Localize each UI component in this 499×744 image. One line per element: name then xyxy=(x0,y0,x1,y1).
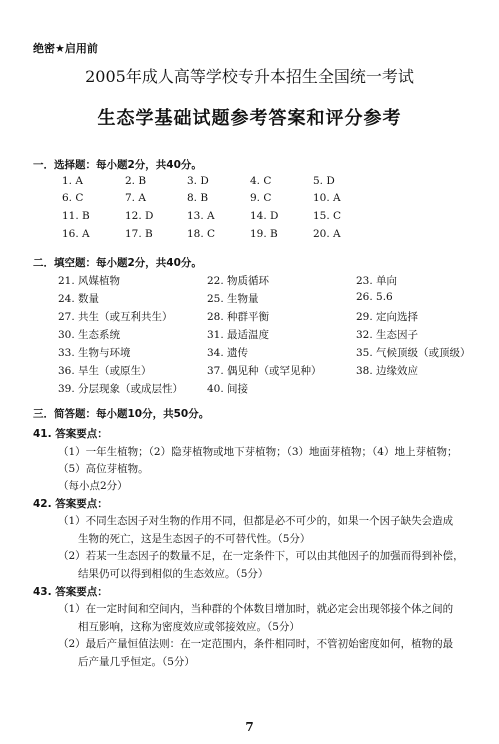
blank-answer: 33. 生物与环境 xyxy=(58,347,131,359)
q42-line-2: 生物的死亡，这是生态因子的不可替代性。（5分） xyxy=(78,533,311,545)
q41-line-2: （5）高位芽植物。 xyxy=(58,463,149,475)
blank-answer: 35. 气候顶级（或顶级） xyxy=(356,347,471,359)
q43-line-2: 相互影响，这称为密度效应或邻接效应。（5分） xyxy=(78,621,300,633)
mc-answer: 14. D xyxy=(250,210,279,222)
mc-answer: 5. D xyxy=(313,175,335,187)
secret-label: 绝密★启用前 xyxy=(33,42,98,55)
blank-answer: 37. 偶见种（或罕见种） xyxy=(207,365,322,377)
blank-answer: 30. 生态系统 xyxy=(58,329,121,341)
blank-answer: 21. 风媒植物 xyxy=(58,275,121,287)
q42-line-3: （2）若某一生态因子的数量不足，在一定条件下，可以由其他因子的加强而得到补偿， xyxy=(58,550,464,562)
mc-answer: 15. C xyxy=(313,210,342,222)
mc-answer: 17. B xyxy=(125,228,153,240)
q42-label: 42. 答案要点： xyxy=(33,498,108,510)
blank-answer: 24. 数量 xyxy=(58,293,100,305)
document-subtitle: 生态学基础试题参考答案和评分参考 xyxy=(97,108,402,129)
mc-answer: 9. C xyxy=(250,192,272,204)
blank-answer: 28. 种群平衡 xyxy=(207,311,270,323)
section-1-heading: 一．选择题：每小题2分，共40分。 xyxy=(33,159,202,171)
q43-line-3: （2）最后产量恒值法则：在一定范围内，条件相同时，不管初始密度如何，植物的最 xyxy=(58,638,454,650)
section-2-heading: 二．填空题：每小题2分，共40分。 xyxy=(33,257,202,269)
blank-answer: 38. 边缘效应 xyxy=(356,365,419,377)
blank-answer: 32. 生态因子 xyxy=(356,329,419,341)
q41-line-1: （1）一年生植物；（2）隐芽植物或地下芽植物；（3）地面芽植物；（4）地上芽植物； xyxy=(58,446,458,458)
mc-answer: 2. B xyxy=(125,175,147,187)
blank-answer: 31. 最适温度 xyxy=(207,329,270,341)
blank-answer: 39. 分层现象（或成层性） xyxy=(58,383,184,395)
mc-answer: 19. B xyxy=(250,228,278,240)
mc-answer: 18. C xyxy=(187,228,216,240)
blank-answer: 29. 定向选择 xyxy=(356,311,419,323)
q42-line-1: （1）不同生态因子对生物的作用不同，但都是必不可少的，如果一个因子缺失会造成 xyxy=(58,515,454,527)
section-3-heading: 三．简答题：每小题10分，共50分。 xyxy=(33,408,210,420)
blank-answer: 36. 旱生（或原生） xyxy=(58,365,152,377)
mc-answer: 20. A xyxy=(313,228,341,240)
mc-answer: 8. B xyxy=(187,192,209,204)
blank-answer: 23. 单向 xyxy=(356,275,398,287)
mc-answer: 16. A xyxy=(62,228,90,240)
mc-answer: 7. A xyxy=(125,192,146,204)
mc-answer: 12. D xyxy=(125,210,154,222)
mc-answer: 3. D xyxy=(187,175,209,187)
mc-answer: 6. C xyxy=(62,192,84,204)
q41-label: 41. 答案要点： xyxy=(33,428,108,440)
blank-answer: 27. 共生（或互利共生） xyxy=(58,311,173,323)
mc-answer: 1. A xyxy=(62,175,83,187)
q42-line-4: 结果仍可以得到相似的生态效应。（5分） xyxy=(78,568,269,580)
q41-line-3: （每小点2分） xyxy=(58,480,128,492)
blank-answer: 34. 遗传 xyxy=(207,347,249,359)
blank-answer: 40. 间接 xyxy=(207,383,249,395)
blank-answer: 22. 物质循环 xyxy=(207,275,270,287)
mc-answer: 4. C xyxy=(250,175,272,187)
q43-line-4: 后产量几乎恒定。（5分） xyxy=(78,656,195,668)
mc-answer: 13. A xyxy=(187,210,215,222)
mc-answer: 11. B xyxy=(62,210,90,222)
blank-answer: 26. 5.6 xyxy=(356,291,393,303)
exam-title: 2005年成人高等学校专升本招生全国统一考试 xyxy=(85,67,414,86)
page-number: 7 xyxy=(245,720,254,734)
mc-answer: 10. A xyxy=(313,192,341,204)
q43-line-1: （1）在一定时间和空间内，当种群的个体数目增加时，就必定会出现邻接个体之间的 xyxy=(58,603,454,615)
q43-label: 43. 答案要点： xyxy=(33,586,108,598)
blank-answer: 25. 生物量 xyxy=(207,293,259,305)
